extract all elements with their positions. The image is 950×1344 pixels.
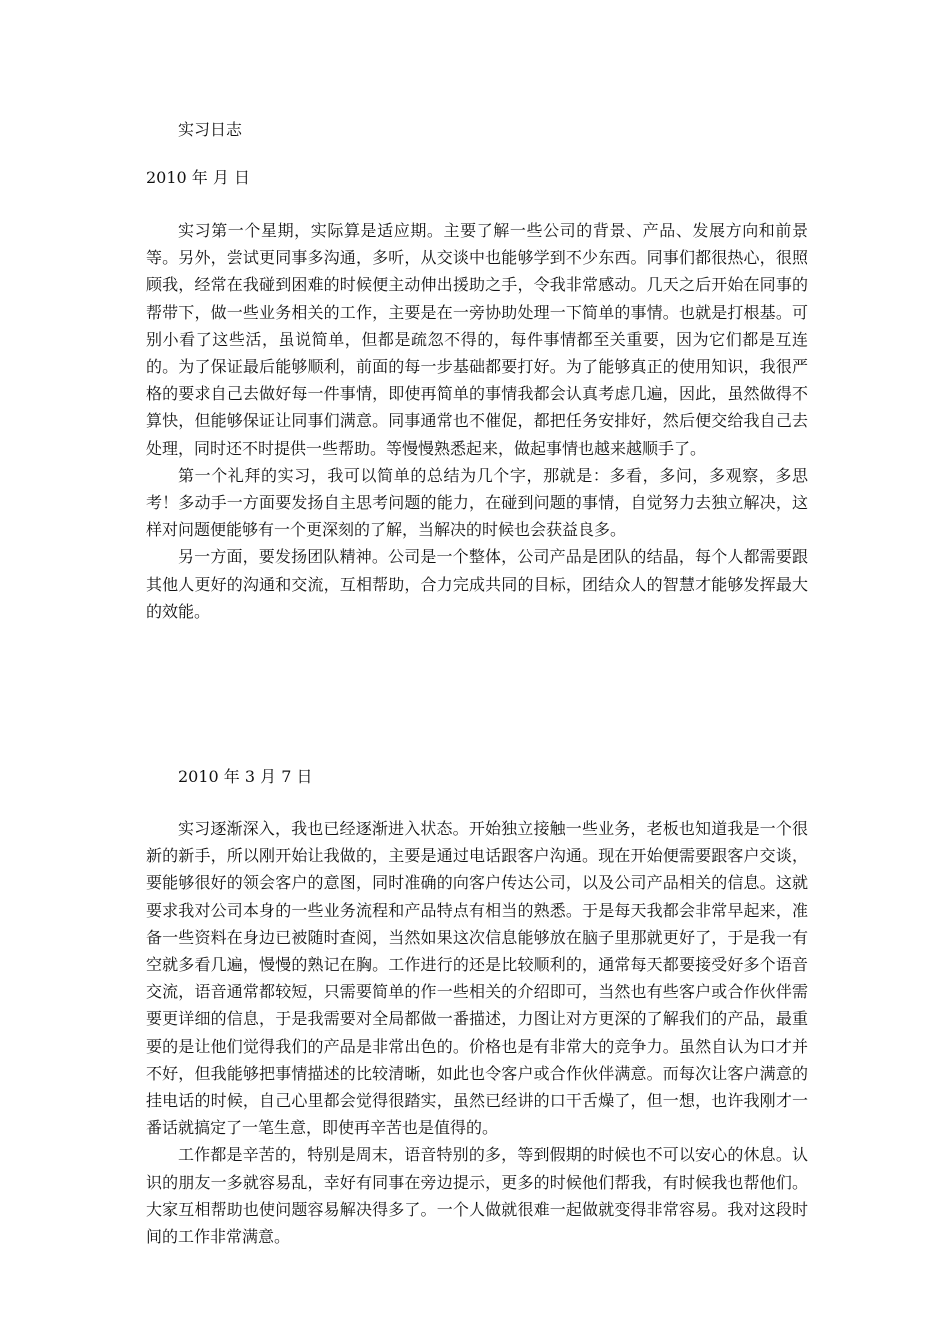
paragraph: 第一个礼拜的实习，我可以简单的总结为几个字，那就是：多看，多问，多观察，多思考！多动手一方面要发扬自主思考问题的能力，在碰到问题的事情，自觉努力去独立解决，这样对问题便能够有一个更深刻的了解，当解决的时候也会获益良多。: [146, 465, 808, 540]
paragraph: 另一方面，要发扬团队精神。公司是一个整体，公司产品是团队的结晶，每个人都需要跟其他人更好的沟通和交流，互相帮助，合力完成共同的目标，团结众人的智慧才能够发挥最大的效能。: [146, 547, 808, 621]
paragraph: 实习第一个星期，实际算是适应期。主要了解一些公司的背景、产品、发展方向和前景等。另外，尝试更同事多沟通，多听，从交谈中也能够学到不少东西。同事们都很热心，很照顾我，经常在我碰到困难的时候便主动伸出援助之手，令我非常感动。几天之后开始在同事的帮带下，做一些业务相关的工作，主要是在一旁协助处理一下简单的事情。也就是打根基。可别小看了这些活，虽说简单，但都是疏忽不得的，每件事情都至关重要，因为它们都是互连的。为了保证最后能够顺利，前面的每一步基础都要打好。为了能够真正的使用知识，我很严格的要求自己去做好每一件事情，即使再简单的事情我都会认真考虑几遍，因此，虽然做得不算快，但能够保证让同事们满意。同事通常也不催促，都把任务安排好，然后便交给我自己去处理，同时还不时提供一些帮助。等慢慢熟悉起来，做起事情也越来越顺手了。: [146, 221, 808, 458]
paragraph: 实习逐渐深入，我也已经逐渐进入状态。开始独立接触一些业务，老板也知道我是一个很新的新手，所以刚开始让我做的，主要是通过电话跟客户沟通。现在开始便需要跟客户交谈，要能够很好的领会客户的意图，同时准确的向客户传达公司，以及公司产品相关的信息。这就要求我对公司本身的一些业务流程和产品特点有相当的熟悉。于是每天我都会非常早起来，准备一些资料在身边已被随时查阅，当然如果这次信息能够放在脑子里那就更好了，于是我一有空就多看几遍，慢慢的熟记在胸。工作进行的还是比较顺利的，通常每天都要接受好多个语音交流，语音通常都较短，只需要简单的作一些相关的介绍即可，当然也有些客户或合作伙伴需要更详细的信息，于是我需要对全局都做一番描述，力图让对方更深的了解我们的产品，最重要的是让他们觉得我们的产品是非常出色的。价格也是有非常大的竞争力。虽然自认为口才并不好，但我能够把事情描述的比较清晰，如此也令客户或合作伙伴满意。而每次让客户满意的挂电话的时候，自己心里都会觉得很踏实，虽然已经讲的口干舌燥了，但一想，也许我刚才一番话就搞定了一笔生意，即使再辛苦也是值得的。: [146, 819, 808, 1138]
entry-body: [146, 217, 808, 625]
entry-date: 2010 年 3 月 7 日: [178, 767, 313, 786]
paragraph: 工作都是辛苦的，特别是周末，语音特别的多，等到假期的时候也不可以安心的休息。认识的朋友一多就容易乱，幸好有同事在旁边提示，更多的时候他们帮我，有时候我也帮他们。大家互相帮助也使问题容易解决得多了。一个人做就很难一起做就变得非常容易。我对这段时间的工作非常满意。: [146, 1145, 808, 1247]
entry-date: 2010 年 月 日: [146, 168, 250, 187]
document-title: 实习日志: [178, 120, 243, 139]
entry-body: [146, 815, 808, 1250]
